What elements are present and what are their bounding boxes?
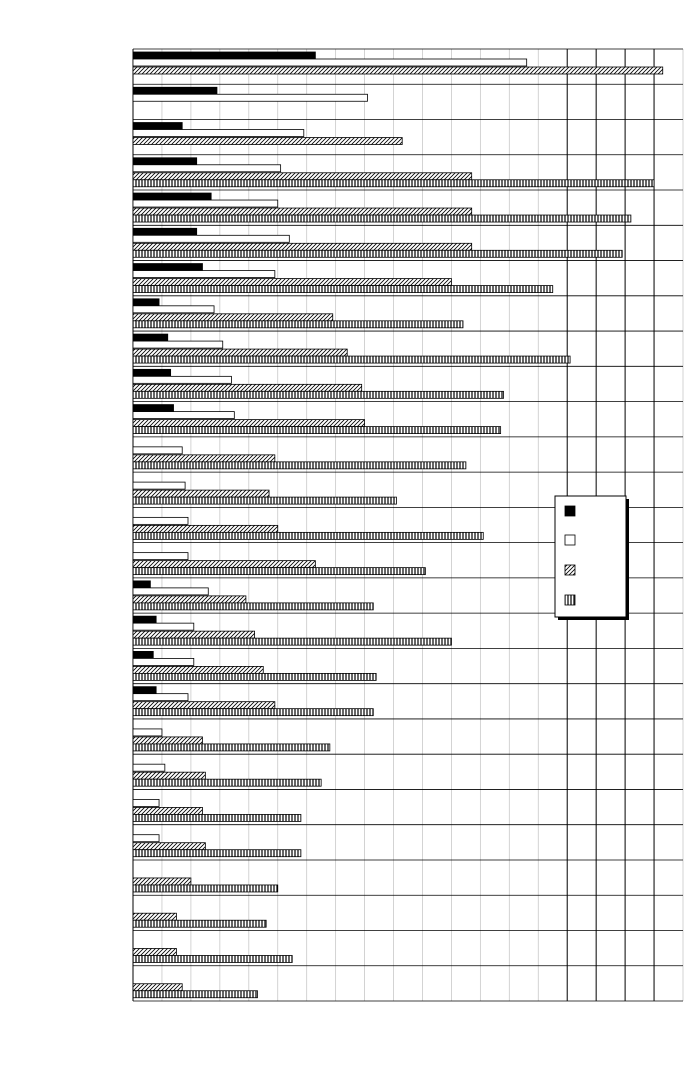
bar-diagonal-14 <box>133 525 278 532</box>
bar-open-17 <box>133 623 194 630</box>
bar-vertical-7 <box>133 286 553 293</box>
legend-key-solid <box>565 506 575 516</box>
bar-solid-9 <box>133 334 168 341</box>
bar-diagonal-12 <box>133 455 275 462</box>
bar-open-10 <box>133 376 231 383</box>
bar-vertical-6 <box>133 250 622 257</box>
bar-solid-2 <box>133 87 217 94</box>
legend-key-diagonal <box>565 565 575 575</box>
bar-open-11 <box>133 412 234 419</box>
bar-vertical-10 <box>133 391 504 398</box>
bar-solid-19 <box>133 687 156 694</box>
bar-diagonal-27 <box>133 984 182 991</box>
bar-diagonal-21 <box>133 772 205 779</box>
bar-open-13 <box>133 482 185 489</box>
bar-diagonal-10 <box>133 384 362 391</box>
bar-solid-10 <box>133 369 171 376</box>
bar-open-9 <box>133 341 223 348</box>
bar-vertical-15 <box>133 568 425 575</box>
bar-diagonal-7 <box>133 279 451 286</box>
bar-open-8 <box>133 306 214 313</box>
bar-open-23 <box>133 835 159 842</box>
bar-diagonal-9 <box>133 349 347 356</box>
bar-diagonal-20 <box>133 737 202 744</box>
bar-vertical-11 <box>133 427 501 434</box>
bar-vertical-8 <box>133 321 463 328</box>
bar-vertical-5 <box>133 215 631 222</box>
bar-open-7 <box>133 271 275 278</box>
bar-vertical-14 <box>133 532 483 539</box>
bar-open-6 <box>133 235 289 242</box>
bar-vertical-12 <box>133 462 466 469</box>
bar-vertical-4 <box>133 180 654 187</box>
bar-solid-6 <box>133 228 197 235</box>
bar-open-15 <box>133 553 188 560</box>
bar-vertical-18 <box>133 673 376 680</box>
bar-diagonal-24 <box>133 878 191 885</box>
bar-solid-16 <box>133 581 150 588</box>
bar-diagonal-23 <box>133 843 205 850</box>
bar-vertical-22 <box>133 814 301 821</box>
bar-diagonal-22 <box>133 807 202 814</box>
bar-open-4 <box>133 165 281 172</box>
bar-open-12 <box>133 447 182 454</box>
bar-diagonal-18 <box>133 666 263 673</box>
bar-open-16 <box>133 588 208 595</box>
bar-diagonal-11 <box>133 420 365 427</box>
bar-vertical-24 <box>133 885 278 892</box>
bar-open-22 <box>133 799 159 806</box>
bar-diagonal-1 <box>133 67 663 74</box>
bar-vertical-26 <box>133 955 292 962</box>
bar-diagonal-16 <box>133 596 246 603</box>
bar-diagonal-25 <box>133 913 176 920</box>
bar-diagonal-19 <box>133 702 275 709</box>
bar-solid-4 <box>133 158 197 165</box>
bar-vertical-23 <box>133 850 301 857</box>
bar-solid-18 <box>133 651 153 658</box>
bar-open-5 <box>133 200 278 207</box>
bar-vertical-17 <box>133 638 451 645</box>
bar-vertical-13 <box>133 497 396 504</box>
bar-open-20 <box>133 729 162 736</box>
bar-open-1 <box>133 59 527 66</box>
bar-vertical-9 <box>133 356 570 363</box>
bar-vertical-16 <box>133 603 373 610</box>
bar-open-21 <box>133 764 165 771</box>
bar-open-14 <box>133 517 188 524</box>
bar-solid-3 <box>133 123 182 130</box>
legend-key-vertical <box>565 595 575 605</box>
bar-vertical-20 <box>133 744 330 751</box>
bar-diagonal-5 <box>133 208 472 215</box>
bar-vertical-21 <box>133 779 321 786</box>
bar-open-18 <box>133 658 194 665</box>
legend-key-open <box>565 535 575 545</box>
bar-diagonal-26 <box>133 948 176 955</box>
bar-solid-5 <box>133 193 211 200</box>
bar-solid-1 <box>133 52 315 59</box>
bar-diagonal-3 <box>133 138 402 145</box>
bar-solid-8 <box>133 299 159 306</box>
bar-diagonal-17 <box>133 631 255 638</box>
bar-vertical-19 <box>133 709 373 716</box>
bar-solid-11 <box>133 405 174 412</box>
bar-vertical-25 <box>133 920 266 927</box>
bar-vertical-27 <box>133 991 257 998</box>
bar-solid-17 <box>133 616 156 623</box>
bar-solid-7 <box>133 264 202 271</box>
bar-open-19 <box>133 694 188 701</box>
bar-open-3 <box>133 130 304 137</box>
bar-diagonal-13 <box>133 490 269 497</box>
bar-diagonal-15 <box>133 561 315 568</box>
legend <box>555 496 629 620</box>
bar-diagonal-6 <box>133 243 472 250</box>
bar-open-2 <box>133 94 367 101</box>
bar-diagonal-8 <box>133 314 333 321</box>
bar-diagonal-4 <box>133 173 472 180</box>
